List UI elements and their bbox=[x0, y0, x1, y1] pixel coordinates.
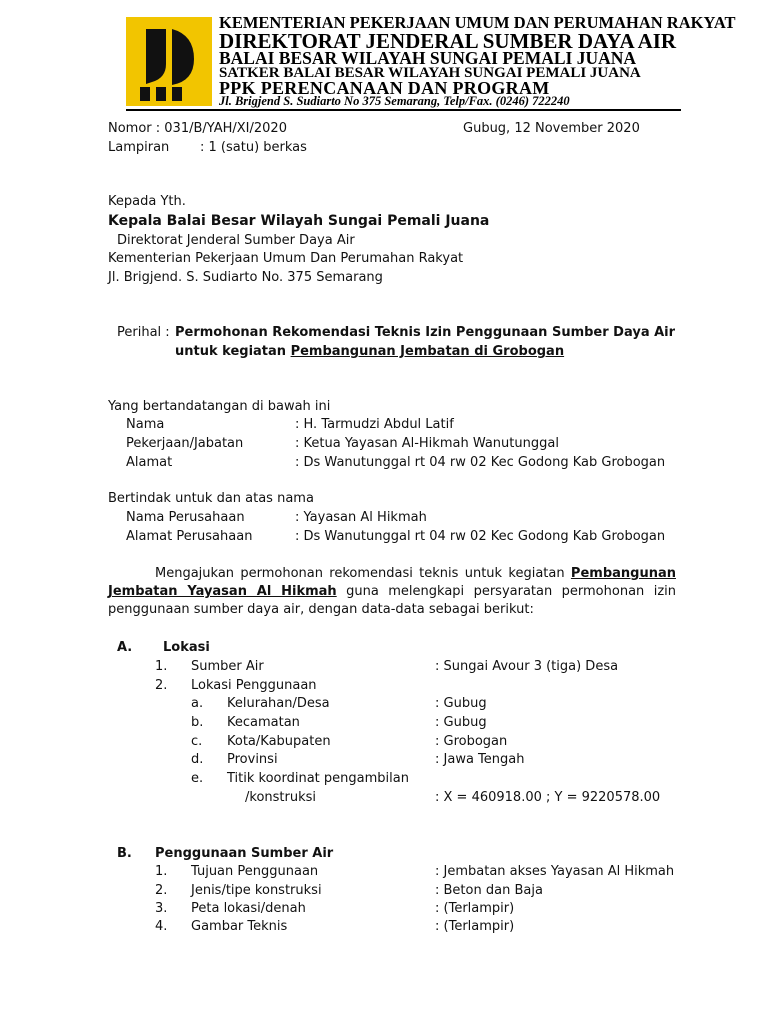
letter-number: Nomor : 031/B/YAH/XI/2020 bbox=[108, 121, 287, 136]
item-number: 1. bbox=[155, 659, 168, 674]
subject-line-2 bbox=[175, 344, 564, 359]
item-number: 2. bbox=[155, 883, 168, 898]
item-label: Lokasi Penggunaan bbox=[191, 678, 317, 693]
header-satker: SATKER BALAI BESAR WILAYAH SUNGAI PEMALI JUANA bbox=[219, 65, 641, 81]
header-directorate: DIREKTORAT JENDERAL SUMBER DAYA AIR bbox=[219, 29, 677, 53]
item-label: Peta lokasi/denah bbox=[191, 901, 306, 916]
signer-value: : H. Tarmudzi Abdul Latif bbox=[295, 417, 454, 432]
item-value: : Beton dan Baja bbox=[435, 883, 543, 898]
subitem-label-continued: /konstruksi bbox=[245, 790, 317, 805]
item-label: Jenis/tipe konstruksi bbox=[191, 883, 322, 898]
item-value: : Sungai Avour 3 (tiga) Desa bbox=[435, 659, 619, 674]
item-number: 4. bbox=[155, 919, 168, 934]
recipient-line-2: Kementerian Pekerjaan Umum Dan Perumahan Rakyat bbox=[108, 251, 464, 266]
subitem-letter: a. bbox=[191, 696, 204, 711]
item-value: : (Terlampir) bbox=[435, 919, 515, 934]
section-a-title: Lokasi bbox=[163, 640, 210, 655]
header-balai: BALAI BESAR WILAYAH SUNGAI PEMALI JUANA bbox=[219, 48, 637, 68]
header-ministry: KEMENTERIAN PEKERJAAN UMUM DAN PERUMAHAN RAKYAT bbox=[219, 13, 736, 32]
company-value: : Ds Wanutunggal rt 04 rw 02 Kec Godong Kab Grobogan bbox=[295, 529, 666, 544]
subitem-letter: d. bbox=[191, 752, 204, 767]
item-label: Gambar Teknis bbox=[191, 919, 288, 934]
subject-line-2-prefix: untuk kegiatan bbox=[175, 344, 291, 359]
subitem-label: Kecamatan bbox=[227, 715, 300, 730]
item-number: 1. bbox=[155, 864, 168, 879]
header-address: Jl. Brigjend S. Sudiarto No 375 Semarang, Telp/Fax. (0246) 722240 bbox=[219, 94, 570, 108]
company-label: Nama Perusahaan bbox=[126, 510, 245, 525]
body-text: Mengajukan permohonan rekomendasi teknis untuk kegiatan bbox=[155, 566, 565, 581]
company-value: : Yayasan Al Hikmah bbox=[295, 510, 427, 525]
subitem-label: Titik koordinat pengambilan bbox=[227, 771, 409, 786]
subitem-value: : Gubug bbox=[435, 696, 487, 711]
item-value: : Jembatan akses Yayasan Al Hikmah bbox=[435, 864, 675, 879]
subitem-letter: b. bbox=[191, 715, 204, 730]
section-b-letter: B. bbox=[117, 846, 132, 861]
body-activity: Pembangunan Jembatan Yayasan Al Hikmah bbox=[108, 566, 676, 599]
subitem-letter: e. bbox=[191, 771, 204, 786]
header-divider bbox=[126, 109, 681, 111]
subitem-value: : X = 460918.00 ; Y = 9220578.00 bbox=[435, 790, 661, 805]
item-label: Sumber Air bbox=[191, 659, 264, 674]
greeting: Kepada Yth. bbox=[108, 194, 186, 209]
subitem-value: : Jawa Tengah bbox=[435, 752, 525, 767]
header-ppk: PPK PERENCANAAN DAN PROGRAM bbox=[219, 78, 550, 98]
subitem-label: Kelurahan/Desa bbox=[227, 696, 330, 711]
recipient-name: Kepala Balai Besar Wilayah Sungai Pemali Juana bbox=[108, 213, 490, 229]
place-date: Gubug, 12 November 2020 bbox=[463, 121, 640, 136]
body-text-rest: guna melengkapi persyaratan permohonan izin penggunaan sumber daya air, dengan data-data sebagai berikut: bbox=[108, 584, 676, 617]
recipient-line-1: Direktorat Jenderal Sumber Daya Air bbox=[117, 233, 355, 248]
attachment-value: : 1 (satu) berkas bbox=[200, 140, 307, 155]
signer-value: : Ketua Yayasan Al-Hikmah Wanutunggal bbox=[295, 436, 559, 451]
subject-line-1: Permohonan Rekomendasi Teknis Izin Penggunaan Sumber Daya Air bbox=[175, 325, 676, 340]
signer-label: Pekerjaan/Jabatan bbox=[126, 436, 244, 451]
section-a-letter: A. bbox=[117, 640, 133, 655]
subitem-letter: c. bbox=[191, 734, 203, 749]
item-number: 3. bbox=[155, 901, 168, 916]
body-paragraph bbox=[108, 565, 676, 619]
section-b-title: Penggunaan Sumber Air bbox=[155, 846, 334, 861]
signer-label: Nama bbox=[126, 417, 165, 432]
signer-label: Alamat bbox=[126, 455, 173, 470]
signer-intro: Yang bertandatangan di bawah ini bbox=[108, 399, 331, 414]
item-value: : (Terlampir) bbox=[435, 901, 515, 916]
recipient-line-3: Jl. Brigjend. S. Sudiarto No. 375 Semarang bbox=[108, 270, 383, 285]
signer-value: : Ds Wanutunggal rt 04 rw 02 Kec Godong Kab Grobogan bbox=[295, 455, 666, 470]
subitem-value: : Gubug bbox=[435, 715, 487, 730]
subject-activity: Pembangunan Jembatan di Grobogan bbox=[290, 344, 565, 359]
attachment-label: Lampiran bbox=[108, 140, 170, 155]
subitem-value: : Grobogan bbox=[435, 734, 508, 749]
subitem-label: Kota/Kabupaten bbox=[227, 734, 331, 749]
item-number: 2. bbox=[155, 678, 168, 693]
company-intro: Bertindak untuk dan atas nama bbox=[108, 491, 314, 506]
company-label: Alamat Perusahaan bbox=[126, 529, 253, 544]
ministry-logo bbox=[126, 17, 212, 106]
item-label: Tujuan Penggunaan bbox=[191, 864, 319, 879]
subject-label: Perihal : bbox=[117, 325, 170, 340]
subitem-label: Provinsi bbox=[227, 752, 278, 767]
